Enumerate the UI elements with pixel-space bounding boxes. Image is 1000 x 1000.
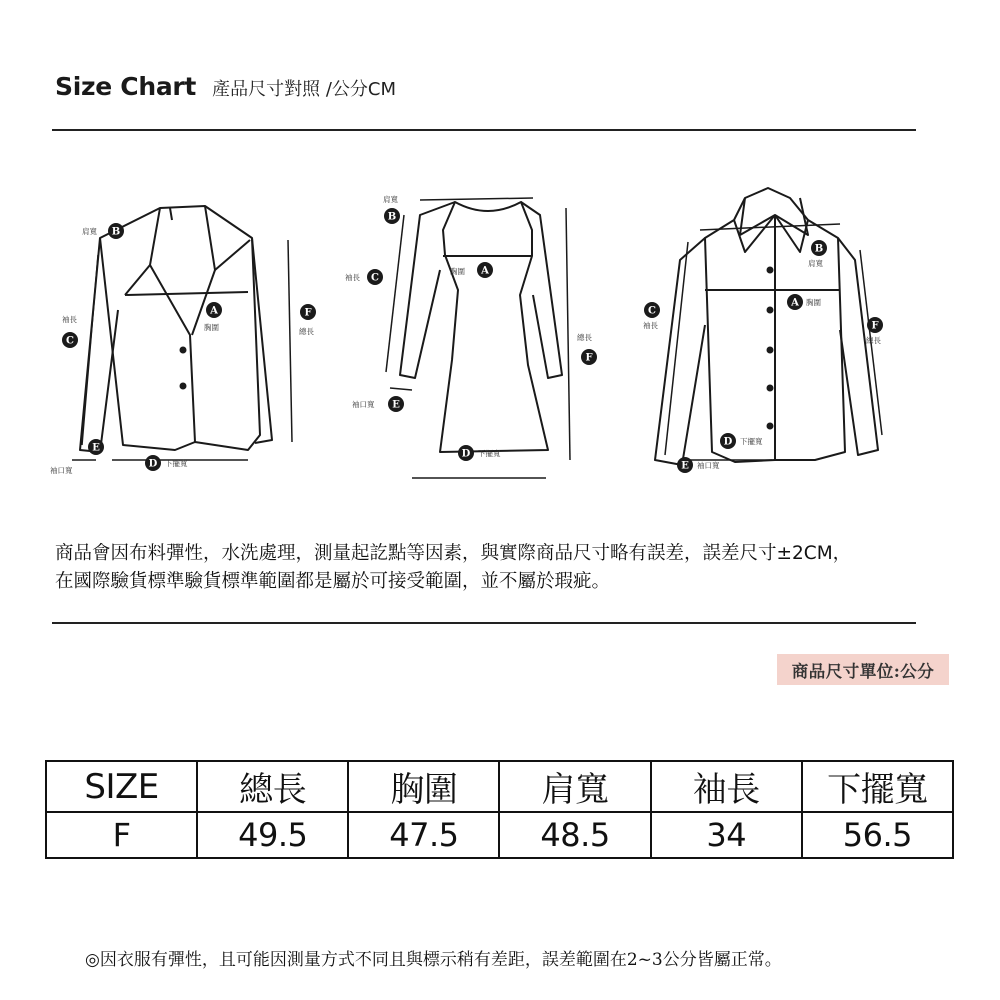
table-cell: 48.5 (499, 812, 650, 858)
dress-hem-label: 下擺寬 (478, 449, 501, 458)
badge-b: B (814, 243, 824, 255)
badge-e: E (92, 442, 100, 454)
dress-shoulder-label: 肩寬 (383, 195, 398, 204)
divider-bottom (52, 622, 916, 624)
dress-length-label: 總長 (577, 333, 592, 342)
badge-a: A (481, 265, 489, 277)
badge-c: C (648, 305, 656, 317)
jacket-hem-label: 下擺寬 (165, 459, 188, 468)
shirt-diagram (655, 188, 882, 465)
table-header-cell: 袖長 (651, 761, 802, 812)
badge-c: C (66, 335, 74, 347)
divider-top (52, 129, 916, 131)
shirt-cuff-label: 袖口寬 (697, 461, 720, 470)
dress-labels (345, 194, 597, 461)
tolerance-note (55, 540, 990, 596)
table-header-cell: 總長 (197, 761, 348, 812)
page-subtitle: 產品尺寸對照 /公分CM (212, 79, 396, 100)
size-table (45, 760, 954, 859)
unit-badge: 商品尺寸單位:公分 (777, 654, 949, 685)
shirt-sleeve-label: 袖長 (643, 321, 658, 330)
table-header-cell: 下擺寬 (802, 761, 953, 812)
badge-f: F (871, 320, 879, 332)
dress-diagram (386, 198, 570, 478)
jacket-diagram (72, 206, 292, 460)
tolerance-note-line-2: 在國際驗貨標準驗貨標準範圍都是屬於可接受範圍，並不屬於瑕疵。 (55, 571, 611, 592)
shirt-hem-label: 下擺寬 (740, 437, 763, 446)
tolerance-note-line-1: 商品會因布料彈性，水洗處理，測量起訖點等因素，與實際商品尺寸略有誤差，誤差尺寸±2CM， (55, 543, 852, 564)
badge-f: F (304, 307, 312, 319)
badge-a: A (791, 297, 799, 309)
table-cell: 49.5 (197, 812, 348, 858)
badge-a: A (210, 305, 218, 317)
dress-chest-label: 胸圍 (450, 267, 465, 276)
jacket-sleeve-label: 袖長 (62, 315, 77, 324)
jacket-length-label: 總長 (299, 327, 314, 336)
dress-cuff-label: 袖口寬 (352, 400, 375, 409)
jacket-cuff-label: 袖口寬 (50, 466, 73, 475)
shirt-shoulder-label: 肩寬 (808, 259, 823, 268)
shirt-length-label: 總長 (866, 336, 881, 345)
badge-b: B (387, 211, 397, 223)
table-row (46, 812, 953, 858)
badge-e: E (392, 399, 400, 411)
table-cell: 47.5 (348, 812, 499, 858)
table-cell: 34 (651, 812, 802, 858)
badge-f: F (585, 352, 593, 364)
page-title: Size Chart (55, 72, 197, 101)
shirt-chest-label: 胸圍 (806, 298, 821, 307)
jacket-shoulder-label: 肩寬 (82, 227, 97, 236)
footnote: ◎因衣服有彈性，且可能因測量方式不同且與標示稍有差距，誤差範圍在2~3公分皆屬正常。 (85, 950, 782, 970)
garment-measurement-diagrams (0, 160, 1000, 500)
size-chart-header (55, 72, 396, 101)
badge-b: B (111, 226, 121, 238)
badge-d: D (723, 436, 733, 448)
table-header-cell: SIZE (46, 761, 197, 812)
table-cell: 56.5 (802, 812, 953, 858)
badge-d: D (461, 448, 471, 460)
badge-d: D (148, 458, 158, 470)
jacket-chest-label: 胸圍 (204, 323, 219, 332)
table-cell: F (46, 812, 197, 858)
badge-c: C (371, 272, 379, 284)
table-header-cell: 胸圍 (348, 761, 499, 812)
table-header-cell: 肩寬 (499, 761, 650, 812)
table-header-row (46, 761, 953, 812)
badge-e: E (681, 460, 689, 472)
dress-sleeve-label: 袖長 (345, 273, 360, 282)
